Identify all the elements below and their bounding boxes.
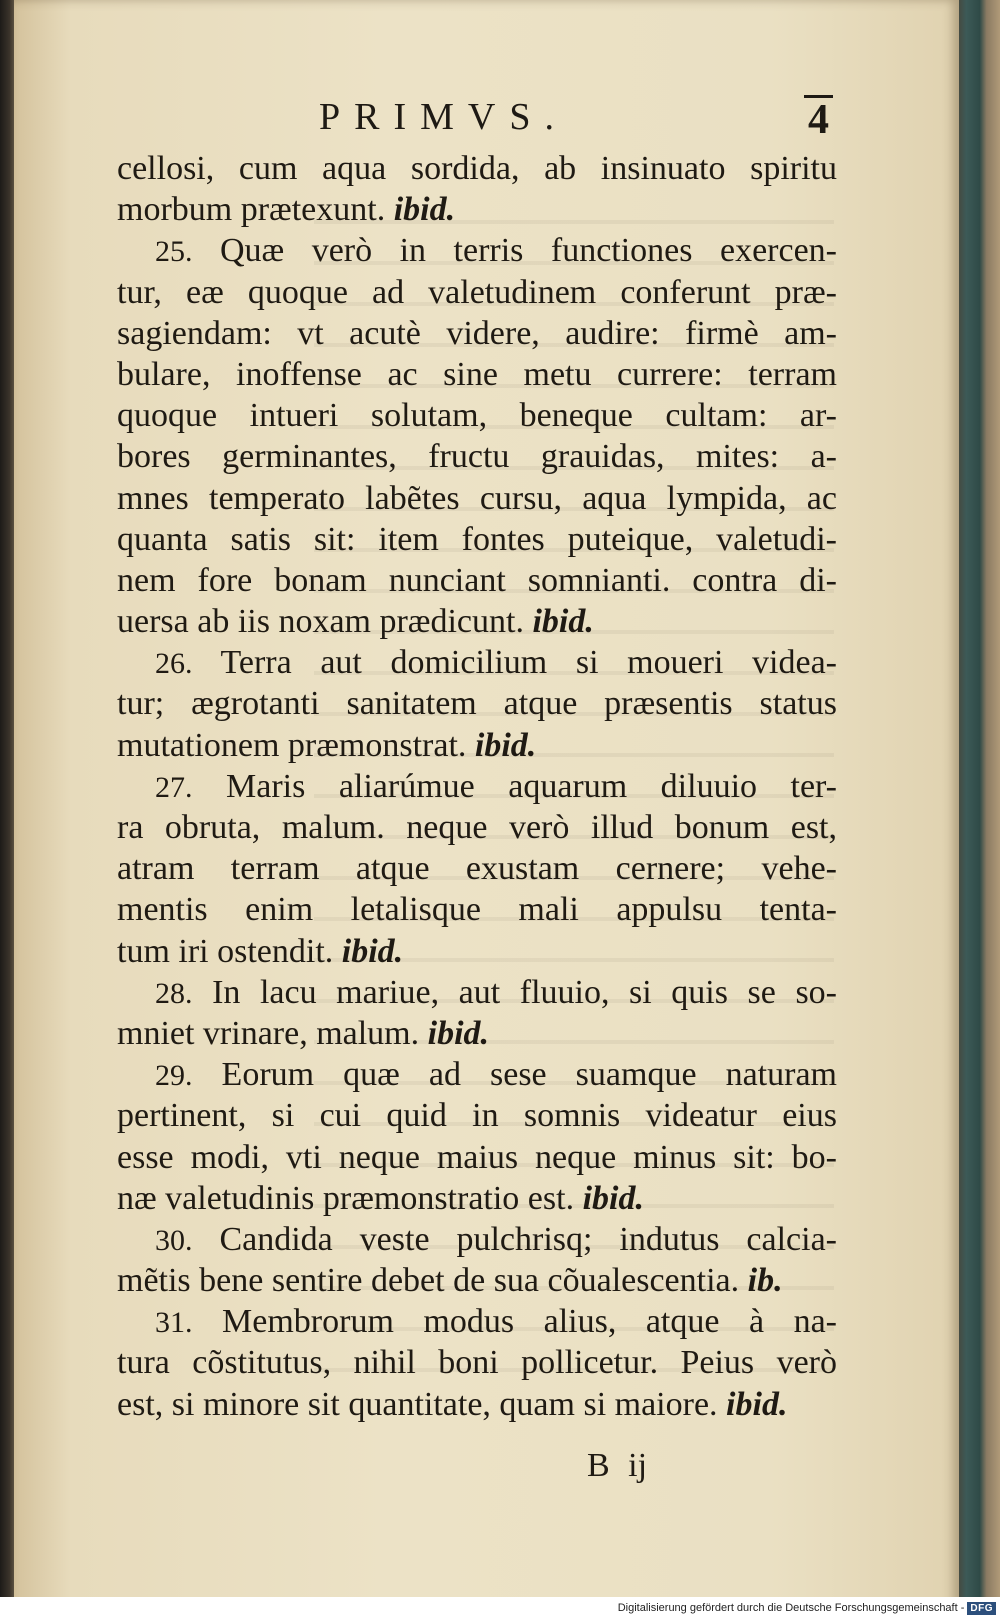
text-line xyxy=(117,519,837,560)
text-line xyxy=(117,1137,837,1178)
section-number: 28. xyxy=(155,976,193,1010)
text-line xyxy=(117,601,837,642)
line-text: mniet vrinare, malum. xyxy=(117,1014,420,1052)
ibid-reference: ibid. xyxy=(532,603,594,641)
line-text: bulare, inoffense ac sine metu currere: terram xyxy=(117,355,837,393)
section-number: 27. xyxy=(155,770,193,804)
line-text: pertinent, si cui quid in somnis videatur eius xyxy=(117,1097,837,1135)
line-text: uersa ab iis noxam prædicunt. xyxy=(117,603,524,641)
line-text: Maris aliarúmue aquarum diluuio ter- xyxy=(226,767,838,805)
dfg-logo: DFG xyxy=(967,1602,996,1615)
footer-bar xyxy=(0,1597,1000,1617)
text-line xyxy=(117,1013,837,1054)
text-line xyxy=(117,725,837,766)
ibid-reference: ib. xyxy=(747,1262,783,1300)
section-number: 30. xyxy=(155,1223,193,1257)
section-number: 31. xyxy=(155,1306,193,1340)
line-text: bores germinantes, fructu grauidas, mites: a- xyxy=(117,438,837,476)
credit-text: Digitalisierung gefördert durch die Deutsche Forschungsgemeinschaft - xyxy=(617,1602,965,1614)
line-text: tum iri ostendit. xyxy=(117,932,334,970)
text-line xyxy=(117,1095,837,1136)
page-header xyxy=(14,95,959,145)
line-text: cellosi, cum aqua sordida, ab insinuato spiritu xyxy=(117,150,837,187)
text-line xyxy=(117,1301,837,1342)
text-line xyxy=(117,889,837,930)
line-text: Membrorum modus alius, atque à na- xyxy=(222,1303,838,1341)
line-text: tur, eæ quoque ad valetudinem conferunt præ- xyxy=(117,273,837,311)
line-text: Candida veste pulchrisq; indutus calcia- xyxy=(219,1220,838,1258)
line-text: quanta satis sit: item fontes puteique, valetudi- xyxy=(117,520,837,558)
line-text: mẽtis bene sentire debet de sua cõualescentia. xyxy=(117,1262,740,1300)
text-line xyxy=(117,395,837,436)
line-text: quoque intueri solutam, beneque cultam: ar- xyxy=(117,397,837,435)
text-line xyxy=(117,1260,837,1301)
line-text: tura cõstitutus, nihil boni pollicetur. Peius verò xyxy=(117,1344,837,1382)
line-text: Quæ verò in terris functiones exercen- xyxy=(219,232,837,270)
text-line xyxy=(117,1384,837,1425)
text-line xyxy=(117,148,837,189)
ibid-reference: ibid. xyxy=(427,1014,490,1052)
text-line xyxy=(117,642,837,683)
text-line xyxy=(117,230,837,271)
line-text: atram terram atque exustam cernere; vehe- xyxy=(117,850,837,888)
text-line xyxy=(117,354,837,395)
line-text: ra obruta, malum. neque verò illud bonum est, xyxy=(117,809,837,846)
text-line xyxy=(117,807,837,848)
ibid-reference: ibid. xyxy=(726,1385,788,1423)
line-text: morbum prætexunt. xyxy=(117,191,386,229)
text-line xyxy=(117,436,837,477)
line-text: tur; ægrotanti sanitatem atque præsentis status xyxy=(117,685,837,723)
line-text: est, si minore sit quantitate, quam si maiore. xyxy=(117,1385,718,1423)
text-line xyxy=(117,1178,837,1219)
ibid-reference: ibid. xyxy=(582,1179,644,1217)
line-text: sagiendam: vt acutè videre, audire: firmè am- xyxy=(117,314,837,352)
line-text: næ valetudinis præmonstratio est. xyxy=(117,1179,575,1217)
text-line xyxy=(117,766,837,807)
digitization-credit xyxy=(618,1602,996,1615)
line-text: mnes temperato labẽtes cursu, aqua lympida, ac xyxy=(117,479,837,517)
text-line xyxy=(117,1219,837,1260)
ibid-reference: ibid. xyxy=(474,726,537,764)
line-text: Eorum quæ ad sese suamque naturam xyxy=(221,1056,837,1094)
folio-number: 4 xyxy=(804,95,833,142)
text-line xyxy=(117,683,837,724)
text-line xyxy=(117,972,837,1013)
section-number: 29. xyxy=(155,1059,193,1093)
line-text: mutationem præmonstrat. xyxy=(117,726,467,764)
book-page xyxy=(14,0,959,1617)
book-fore-edge xyxy=(955,0,1000,1617)
text-line xyxy=(117,1342,837,1383)
ibid-reference: ibid. xyxy=(393,191,456,229)
body-text xyxy=(117,148,837,1425)
text-line xyxy=(117,560,837,601)
text-line xyxy=(117,848,837,889)
section-number: 26. xyxy=(155,647,193,681)
line-text: In lacu mariue, aut fluuio, si quis se so- xyxy=(212,973,837,1011)
ibid-reference: ibid. xyxy=(341,932,404,970)
line-text: Terra aut domicilium si moueri videa- xyxy=(220,644,837,682)
section-number: 25. xyxy=(155,235,193,269)
text-line xyxy=(117,931,837,972)
line-text: nem fore bonam nunciant somnianti. contra di- xyxy=(117,561,837,599)
line-text: mentis enim letalisque mali appulsu tenta- xyxy=(117,891,837,929)
text-line xyxy=(117,313,837,354)
signature-mark: B ij xyxy=(587,1447,648,1484)
line-text: esse modi, vti neque maius neque minus sit: bo- xyxy=(117,1138,837,1176)
text-line xyxy=(117,189,837,230)
text-line xyxy=(117,272,837,313)
text-line xyxy=(117,1054,837,1095)
running-head: PRIMVS. xyxy=(319,96,568,138)
text-line xyxy=(117,478,837,519)
